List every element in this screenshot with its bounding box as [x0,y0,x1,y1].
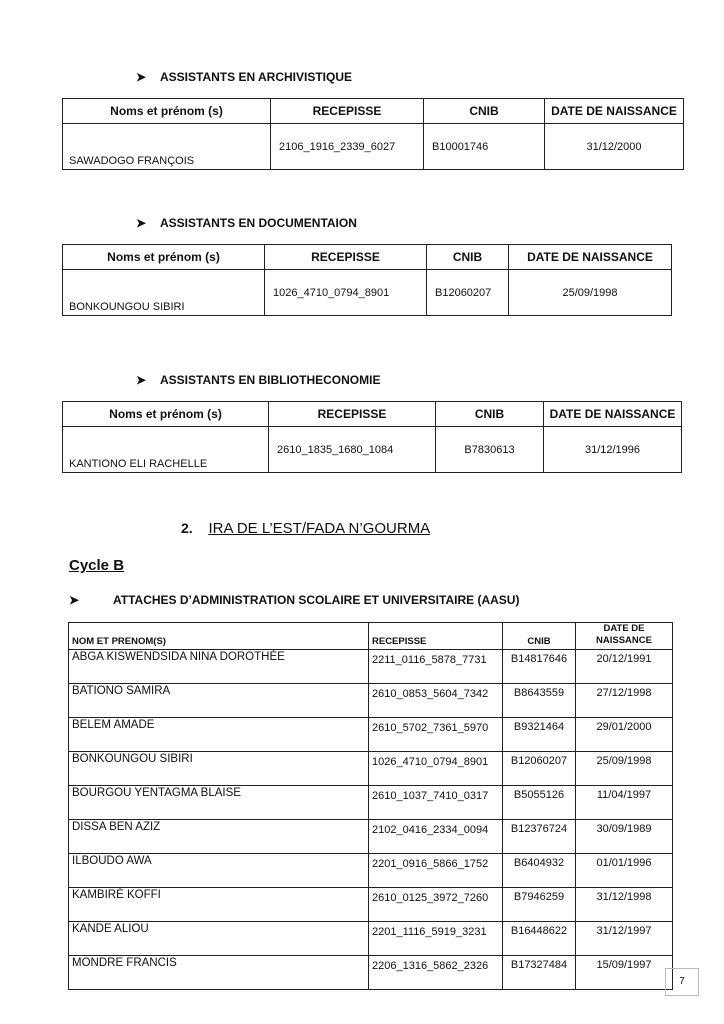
cell-date: 31/12/1997 [576,922,673,956]
cell-recepisse: 1026_4710_0794_8901 [265,270,427,316]
col-header-date: DATE DE NAISSANCE [576,623,673,650]
cell-date: 01/01/1996 [576,854,673,888]
arrow-bullet-icon: ➤ [136,216,147,230]
table-row [63,427,682,473]
cell-date: 31/12/1996 [544,427,682,473]
cell-recepisse: 2201_0916_5866_1752 [369,854,503,888]
cell-cnib: B12376724 [503,820,576,854]
table-aasu [68,622,673,990]
cell-date: 20/12/1991 [576,650,673,684]
cell-recepisse: 1026_4710_0794_8901 [369,752,503,786]
table-documentation [62,244,672,316]
cell-cnib: B7946259 [503,888,576,922]
cell-recepisse: 2610_0125_3972_7260 [369,888,503,922]
table-row [69,854,673,888]
heading-archivistique: ➤ ASSISTANTS EN ARCHIVISTIQUE [136,70,353,84]
cell-recepisse: 2106_1916_2339_6027 [271,124,424,170]
cell-date: 31/12/1998 [576,888,673,922]
cell-name: KAMBIRÉ KOFFI [69,888,369,922]
table-row [69,820,673,854]
heading-documentation: ➤ ASSISTANTS EN DOCUMENTAION [136,216,357,230]
cell-date: 29/01/2000 [576,718,673,752]
section-number: 2. [181,520,193,536]
cycle-heading: Cycle B [69,557,125,574]
col-header-recepisse: RECEPISSE [265,245,427,270]
cell-recepisse: 2201_1116_5919_3231 [369,922,503,956]
cell-recepisse: 2610_0853_5604_7342 [369,684,503,718]
cell-cnib: B6404932 [503,854,576,888]
table-row [69,718,673,752]
col-header-name: Noms et prénom (s) [63,99,271,124]
col-header-name: Noms et prénom (s) [63,402,269,427]
cell-recepisse: 2206_1316_5862_2326 [369,956,503,990]
cell-name: KANTIONO ELI RACHELLE [63,427,269,473]
cell-date: 25/09/1998 [509,270,672,316]
cell-date: 31/12/2000 [545,124,684,170]
cell-name: BONKOUNGOU SIBIRI [69,752,369,786]
cell-name: KANDE ALIOU [69,922,369,956]
col-header-cnib: CNIB [424,99,545,124]
section-title: IRA DE L’EST/FADA N’GOURMA [208,520,431,537]
cell-cnib: B12060207 [427,270,509,316]
table-row [63,270,672,316]
col-header-date: DATE DE NAISSANCE [509,245,672,270]
cell-name: BELEM AMADE [69,718,369,752]
cell-name: DISSA BEN AZIZ [69,820,369,854]
cell-recepisse: 2610_1835_1680_1084 [269,427,436,473]
col-header-cnib: CNIB [427,245,509,270]
cell-name: ILBOUDO AWA [69,854,369,888]
col-header-name: NOM ET PRENOM(S) [69,623,369,650]
arrow-bullet-icon: ➤ [136,373,147,387]
cell-cnib: B12060207 [503,752,576,786]
col-header-date: DATE DE NAISSANCE [545,99,684,124]
heading-aasu: ➤ ATTACHES D’ADMINISTRATION SCOLAIRE ET UNIVERSITAIRE (AASU) [69,593,520,607]
cell-recepisse: 2610_5702_7361_5970 [369,718,503,752]
col-header-cnib: CNIB [436,402,544,427]
cell-cnib: B10001746 [424,124,545,170]
cell-cnib: B16448622 [503,922,576,956]
cell-name: BOURGOU YENTAGMA BLAISE [69,786,369,820]
cell-date: 25/09/1998 [576,752,673,786]
col-header-recepisse: RECEPISSE [369,623,503,650]
col-header-name: Noms et prénom (s) [63,245,265,270]
table-row [69,888,673,922]
col-header-cnib: CNIB [503,623,576,650]
arrow-bullet-icon: ➤ [69,593,80,607]
cell-name: ABGA KISWENDSIDA NINA DOROTHÉE [69,650,369,684]
cell-date: 30/09/1989 [576,820,673,854]
cell-cnib: B17327484 [503,956,576,990]
cell-date: 15/09/1997 [576,956,673,990]
col-header-recepisse: RECEPISSE [269,402,436,427]
table-row [69,684,673,718]
heading-bibliotheconomie: ➤ ASSISTANTS EN BIBLIOTHECONOMIE [136,373,381,387]
table-row [69,752,673,786]
cell-date: 27/12/1998 [576,684,673,718]
page-number: 7 [665,968,699,996]
table-row [69,956,673,990]
cell-recepisse: 2211_0116_5878_7731 [369,650,503,684]
table-bibliotheconomie [62,401,682,473]
table-archivistique [62,98,684,170]
cell-cnib: B8643559 [503,684,576,718]
cell-cnib: B14817646 [503,650,576,684]
col-header-recepisse: RECEPISSE [271,99,424,124]
cell-date: 11/04/1997 [576,786,673,820]
cell-cnib: B7830613 [436,427,544,473]
cell-cnib: B5055126 [503,786,576,820]
table-row [69,922,673,956]
section-2-heading [181,520,430,537]
arrow-bullet-icon: ➤ [136,70,147,84]
cell-name: BONKOUNGOU SIBIRI [63,270,265,316]
cell-name: MONDRE FRANCIS [69,956,369,990]
cell-recepisse: 2610_1037_7410_0317 [369,786,503,820]
cell-name: BATIONO SAMIRA [69,684,369,718]
cell-cnib: B9321464 [503,718,576,752]
cell-recepisse: 2102_0416_2334_0094 [369,820,503,854]
table-row [63,124,684,170]
table-row [69,786,673,820]
table-row [69,650,673,684]
col-header-date: DATE DE NAISSANCE [544,402,682,427]
cell-name: SAWADOGO FRANÇOIS [63,124,271,170]
